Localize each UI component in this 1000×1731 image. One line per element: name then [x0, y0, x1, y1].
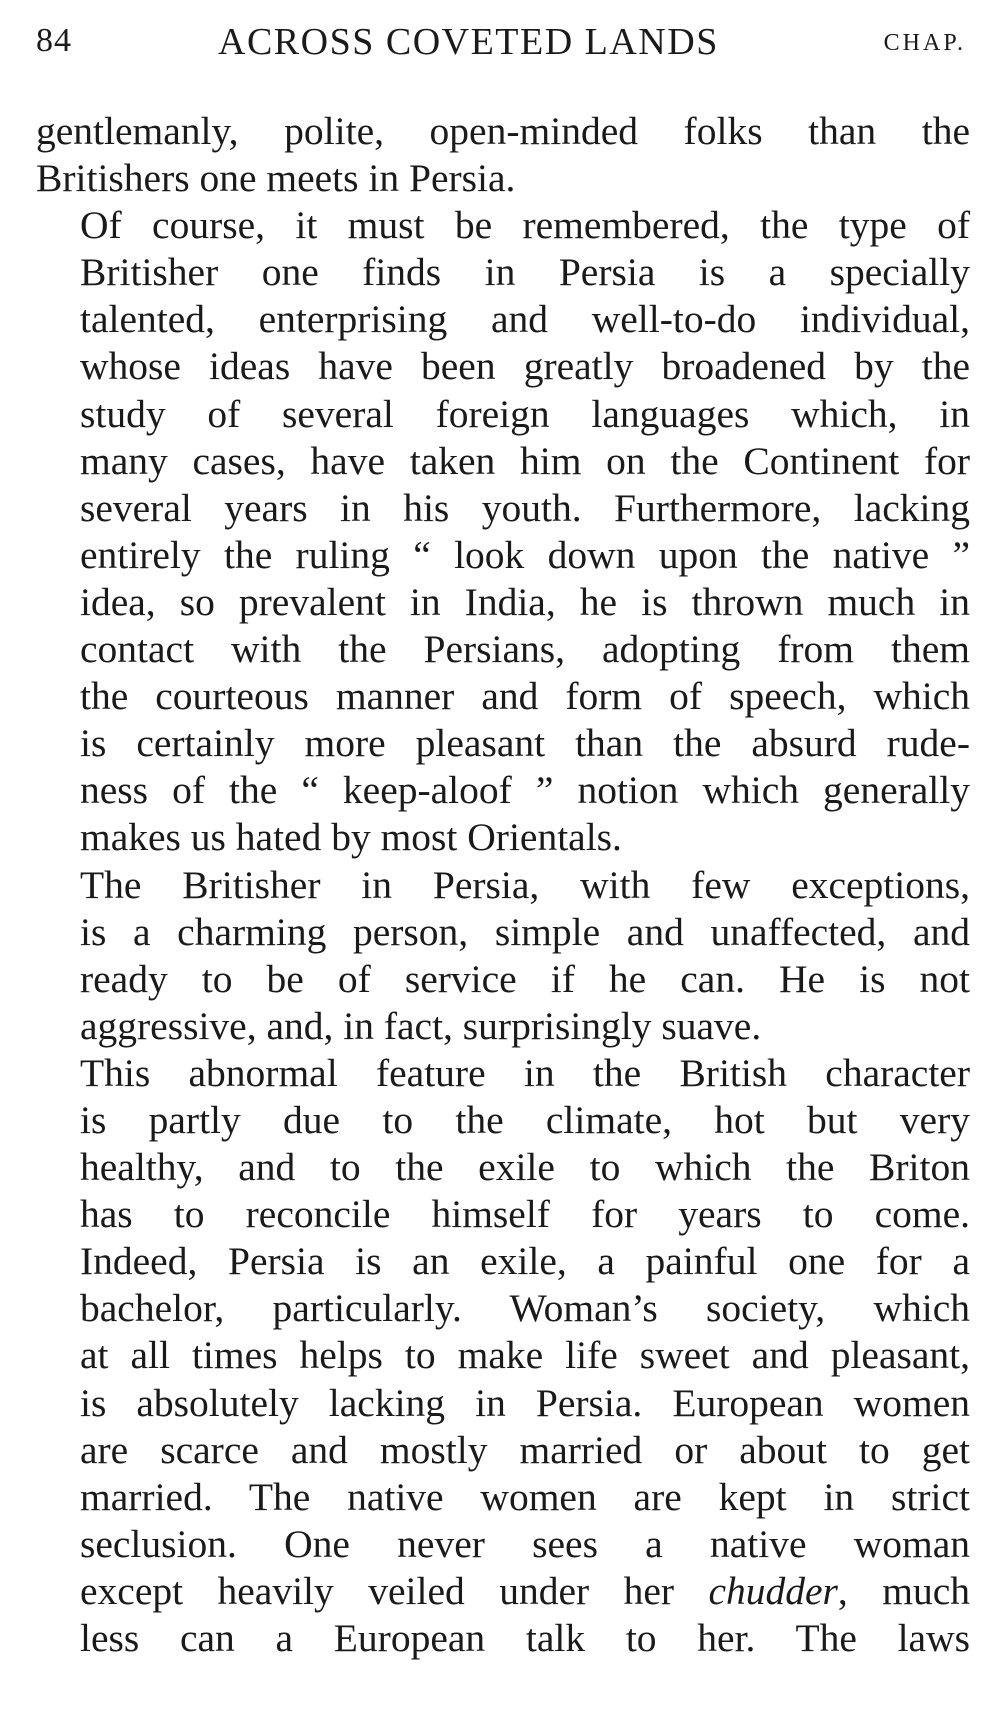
text-line: is a charming person, simple and unaffected, and	[80, 909, 970, 954]
text-line: idea, so prevalent in India, he is thrown much in	[80, 579, 970, 624]
text-line: Britishers one meets in Persia.	[36, 156, 516, 201]
page-number: 84	[36, 22, 72, 59]
text-line: has to reconcile himself for years to come.	[80, 1192, 970, 1237]
text-line: married. The native women are kept in strict	[80, 1474, 970, 1519]
text-line: entirely the ruling “ look down upon the native ”	[80, 532, 970, 577]
paragraph-1	[36, 108, 970, 202]
text-line: ness of the “ keep-aloof ” notion which generally	[80, 768, 970, 813]
text-line: is partly due to the climate, hot but very	[80, 1097, 970, 1142]
text-line-with-italic	[36, 1568, 970, 1615]
text-line: aggressive, and, in fact, surprisingly suave.	[80, 1003, 762, 1048]
text-line: bachelor, particularly. Woman’s society, which	[80, 1286, 970, 1331]
text-line: This abnormal feature in the British character	[80, 1050, 970, 1095]
text-line: is certainly more pleasant than the absurd rude-	[80, 721, 970, 766]
text-line: Britisher one finds in Persia is a specially	[80, 250, 970, 295]
text-line: ready to be of service if he can. He is not	[80, 956, 970, 1001]
text-line: are scarce and mostly married or about to get	[80, 1427, 970, 1472]
chapter-label: CHAP.	[883, 30, 966, 56]
text-line: many cases, have taken him on the Continent for	[80, 438, 970, 483]
text-run: , much	[837, 1568, 971, 1613]
text-line: Indeed, Persia is an exile, a painful one for a	[80, 1239, 970, 1284]
text-line: healthy, and to the exile to which the Briton	[80, 1145, 970, 1190]
text-line: several years in his youth. Furthermore, lacking	[80, 485, 970, 530]
text-line: talented, enterprising and well-to-do individual,	[80, 297, 970, 342]
italic-word: chudder	[708, 1568, 838, 1613]
text-line: less can a European talk to her. The laws	[80, 1616, 970, 1660]
text-line: seclusion. One never sees a native woman	[80, 1521, 970, 1566]
text-line: makes us hated by most Orientals.	[80, 815, 622, 860]
paragraph-3	[36, 862, 970, 1050]
paragraph-4	[36, 1050, 970, 1662]
text-line: Of course, it must be remembered, the type of	[80, 203, 970, 248]
text-line: is absolutely lacking in Persia. European women	[80, 1380, 970, 1425]
text-line: the courteous manner and form of speech, which	[80, 674, 970, 719]
running-title: ACROSS COVETED LANDS	[218, 21, 719, 63]
text-line: contact with the Persians, adopting from them	[80, 627, 970, 672]
text-line: study of several foreign languages which, in	[80, 391, 970, 436]
paragraph-2	[36, 202, 970, 861]
running-head	[36, 14, 970, 70]
text-line: whose ideas have been greatly broadened by the	[80, 344, 970, 389]
body-text	[36, 108, 970, 1662]
text-line: at all times helps to make life sweet and pleasant,	[80, 1333, 970, 1378]
text-line: The Britisher in Persia, with few exceptions,	[80, 862, 970, 907]
text-line: gentlemanly, polite, open-minded folks than the	[36, 109, 970, 153]
book-page	[36, 14, 970, 1662]
text-run: except heavily veiled under her	[80, 1568, 709, 1613]
